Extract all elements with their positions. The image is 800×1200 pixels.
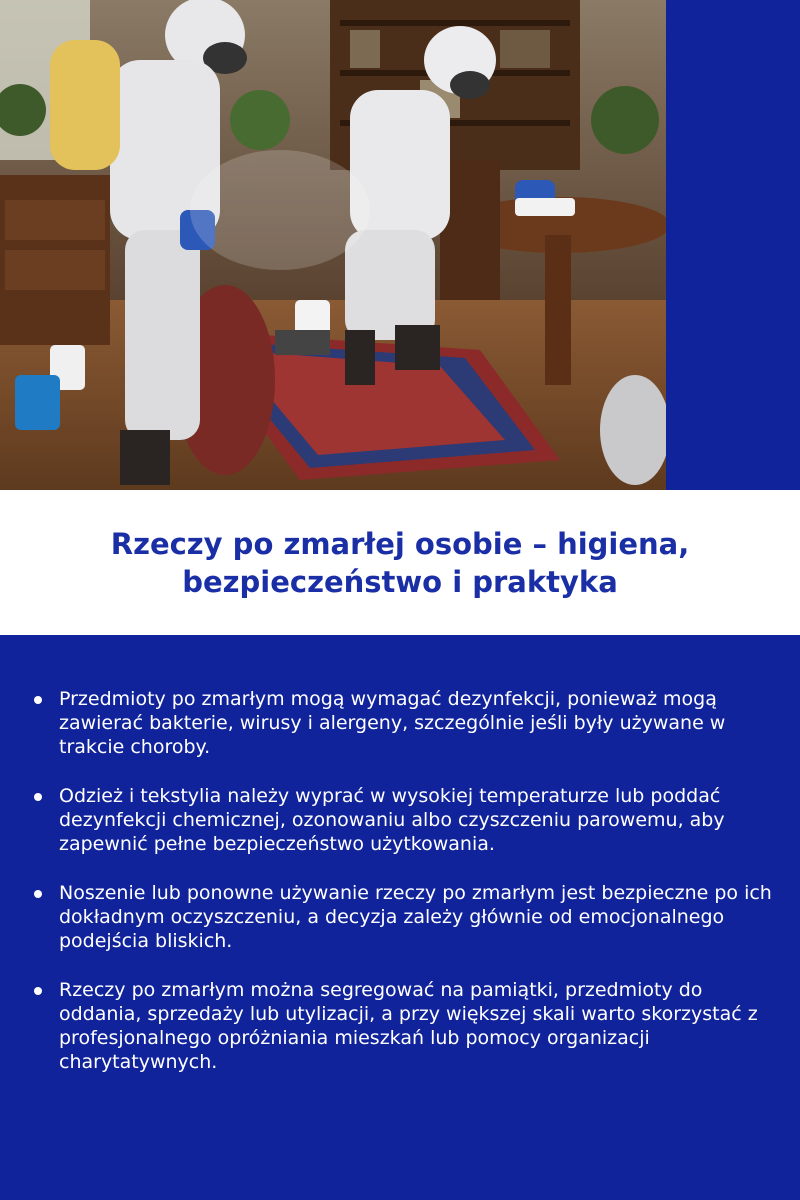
photo-disinfection-team: [0, 0, 666, 490]
page-title: Rzeczy po zmarłej osobie – higiena, bezpieczeństwo i praktyka: [110, 526, 690, 599]
bullet-icon: [34, 793, 42, 801]
title-section: [0, 490, 800, 635]
list-item-text: Noszenie lub ponowne używanie rzeczy po zmarłym jest bezpieczne po ich dokładnym oczyszczeniu, a decyzja zależy głównie od emocjonalnego podejścia bliskich.: [59, 882, 772, 952]
bullet-icon: [34, 987, 42, 995]
list-item: [32, 978, 774, 1074]
list-item: [32, 881, 774, 953]
content-section: [0, 635, 800, 1200]
bullet-list: [32, 687, 774, 1099]
list-item-text: Rzeczy po zmarłym można segregować na pamiątki, przedmioty do oddania, sprzedaży lub utylizacji, a przy większej skali warto skorzystać z profesjonalnego opróżniania mieszkań lub pomocy organizacji charytatywnych.: [59, 979, 758, 1073]
photo-illustration: [0, 0, 666, 490]
header-band: [0, 0, 800, 490]
list-item: [32, 784, 774, 856]
bullet-icon: [34, 890, 42, 898]
list-item-text: Przedmioty po zmarłym mogą wymagać dezynfekcji, ponieważ mogą zawierać bakterie, wirusy i alergeny, szczególnie jeśli były używane w trakcie choroby.: [59, 688, 726, 758]
list-item-text: Odzież i tekstylia należy wyprać w wysokiej temperaturze lub poddać dezynfekcji chemicznej, ozonowaniu albo czyszczeniu parowemu, aby zapewnić pełne bezpieczeństwo użytkowania.: [59, 785, 725, 855]
bullet-icon: [34, 696, 42, 704]
list-item: [32, 687, 774, 759]
